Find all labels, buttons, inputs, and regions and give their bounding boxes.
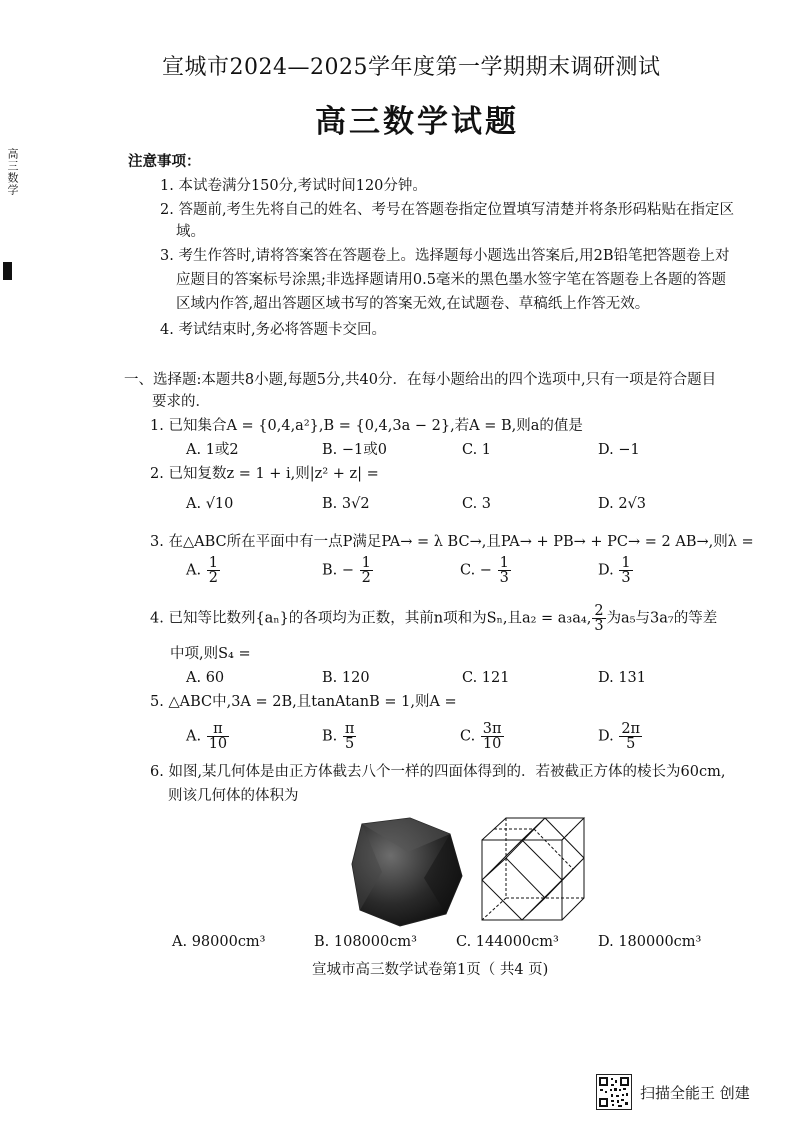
q5-option-d <box>598 722 643 751</box>
scanner-brand: 扫描全能王 创建 <box>640 1084 750 1102</box>
question-4-stem <box>150 604 717 633</box>
q5-option-b <box>322 722 357 751</box>
page-title: 高三数学试题 <box>315 104 519 140</box>
section-heading-cont: 要求的． <box>152 394 210 410</box>
q4-option-a: A. 60 <box>186 670 225 686</box>
q4-stem-fraction: $\frac{2}{3}$ <box>594 603 604 634</box>
solid-figure <box>348 816 466 928</box>
notice-item: 2. 答题前,考生先将自己的姓名、考号在答题卷指定位置填写清楚并将条形码粘贴在指定区 <box>160 202 735 218</box>
q3-option-a <box>186 556 221 585</box>
question-6-stem-cont: 则该几何体的体积为 <box>168 788 299 804</box>
q4-option-d: D. 131 <box>598 670 647 686</box>
q5-option-a-label: A. <box>186 728 202 745</box>
notice-item: 4. 考试结束时,务必将答题卡交回。 <box>160 322 387 338</box>
q2-option-c: C. 3 <box>462 496 492 512</box>
q5-option-a-fraction: $\frac{\pi}{10}$ <box>208 721 228 752</box>
notice-item: 域。 <box>176 224 205 240</box>
q2-option-b: B. 3√2 <box>322 496 370 512</box>
q6-option-b: B. 108000cm³ <box>314 934 417 950</box>
q1-option-b: B. −1或0 <box>322 442 387 458</box>
question-6-stem: 6. 如图,某几何体是由正方体截去八个一样的四面体得到的．若被截正方体的棱长为60cm, <box>150 764 726 780</box>
qr-finder-tr-inner <box>622 1079 627 1084</box>
q3-option-c-fraction: $\frac{1}{3}$ <box>499 555 509 586</box>
cube-diagram <box>478 814 588 922</box>
q4-stem-part2: 为a₅与3a₇的等差 <box>606 610 718 627</box>
q6-option-a: A. 98000cm³ <box>172 934 266 950</box>
q1-option-c: C. 1 <box>462 442 492 458</box>
q3-option-d-label: D. <box>598 562 614 579</box>
q2-option-a: A. √10 <box>186 496 234 512</box>
q5-option-d-label: D. <box>598 728 614 745</box>
question-1-stem: 1. 已知集合A = {0,4,a²},B = {0,4,3a − 2},若A = B,则a的值是 <box>150 418 583 434</box>
q3-option-a-fraction: $\frac{1}{2}$ <box>208 555 218 586</box>
cube-front-face <box>482 840 562 920</box>
q3-option-d-fraction: $\frac{1}{3}$ <box>621 555 631 586</box>
q6-option-c: C. 144000cm³ <box>456 934 559 950</box>
notice-item: 3. 考生作答时,请将答案答在答题卷上。选择题每小题选出答案后,用2B铅笔把答题卷上对 <box>160 248 730 264</box>
q5-option-b-fraction: $\frac{\pi}{5}$ <box>344 721 355 752</box>
side-subject-label: 高三数学 <box>6 148 19 196</box>
q5-option-c-fraction: $\frac{3\pi}{10}$ <box>482 721 502 752</box>
q4-stem-part1: 4. 已知等比数列{aₙ}的各项均为正数，其前n项和为Sₙ,且a₂ = a₃a₄, <box>150 610 592 627</box>
question-4-stem-cont: 中项,则S₄ = <box>170 646 251 662</box>
notice-item: 区域内作答,超出答题区域书写的答案无效,在试题卷、草稿纸上作答无效。 <box>176 296 650 312</box>
exam-title: 宣城市2024—2025学年度第一学期期末调研测试 <box>162 55 661 80</box>
question-2-stem: 2. 已知复数z = 1 + i,则|z² + z| = <box>150 466 379 482</box>
notice-heading: 注意事项： <box>128 153 201 170</box>
q3-option-d <box>598 556 634 585</box>
page-number-footer: 宣城市高三数学试卷第1页（ 共4 页) <box>312 962 549 978</box>
q3-option-b <box>322 556 374 585</box>
notice-item: 1. 本试卷满分150分,考试时间120分钟。 <box>160 178 427 194</box>
q5-option-b-label: B. <box>322 728 338 745</box>
q1-option-a: A. 1或2 <box>186 442 239 458</box>
question-5-stem: 5. △ABC中,3A = 2B,且tanAtanB = 1,则A = <box>150 694 457 710</box>
q2-option-d: D. 2√3 <box>598 496 647 512</box>
q6-option-d: D. 180000cm³ <box>598 934 702 950</box>
binding-mark <box>3 262 12 280</box>
q1-option-d: D. −1 <box>598 442 640 458</box>
section-heading: 一、选择题:本题共8小题,每题5分,共40分．在每小题给出的四个选项中,只有一项是符合题目 <box>124 372 717 388</box>
q4-option-b: B. 120 <box>322 670 370 686</box>
q3-option-a-label: A. <box>186 562 202 579</box>
q5-option-d-fraction: $\frac{2\pi}{5}$ <box>621 721 641 752</box>
q3-option-c <box>460 556 512 585</box>
q5-option-c-label: C. <box>460 728 476 745</box>
q4-option-c: C. 121 <box>462 670 510 686</box>
q5-option-a <box>186 722 230 751</box>
qr-finder-tl-inner <box>601 1079 606 1084</box>
q3-option-c-label: C. − <box>460 562 492 579</box>
notice-item: 应题目的答案标号涂黑;非选择题请用0.5毫米的黑色墨水签字笔在答题卷上各题的答题 <box>176 272 726 288</box>
qr-code-icon <box>596 1074 632 1110</box>
qr-finder-bl-inner <box>601 1100 606 1105</box>
q3-option-b-label: B. − <box>322 562 355 579</box>
q3-option-b-fraction: $\frac{1}{2}$ <box>361 555 371 586</box>
q5-option-c <box>460 722 505 751</box>
question-3-stem: 3. 在△ABC所在平面中有一点P满足PA→ = λ BC→,且PA→ + PB→ + PC→ = 2 AB→,则λ = <box>150 534 754 550</box>
